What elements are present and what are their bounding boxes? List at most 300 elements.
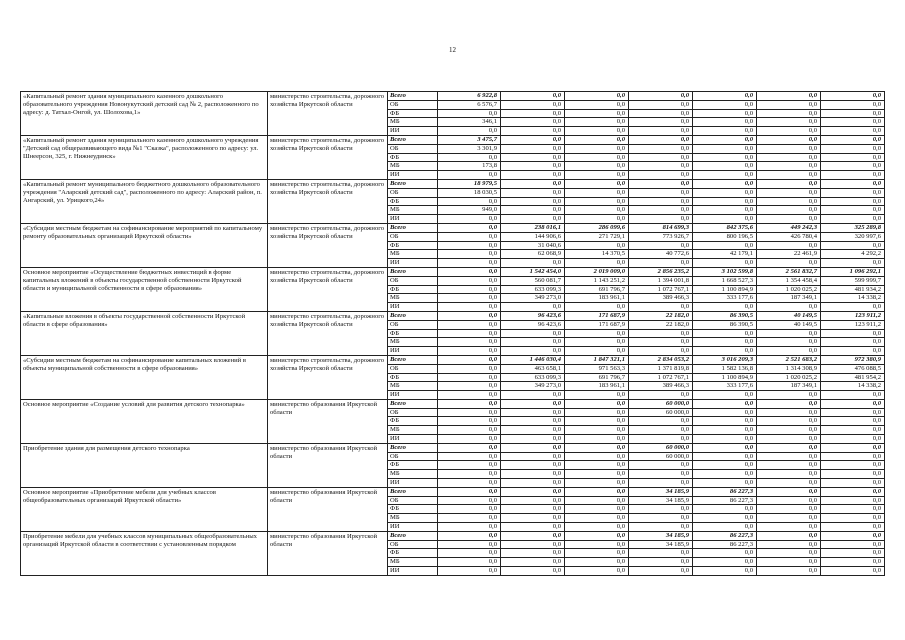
- amount-cell: 0,0: [501, 435, 565, 444]
- program-name: «Субсидии местным бюджетам на софинансирование мероприятий по капитальному ремонту образовательных организаций Иркутской области»: [21, 223, 268, 267]
- amount-cell: 0,0: [438, 417, 501, 426]
- amount-cell: 481 954,2: [821, 373, 885, 382]
- funding-source: МБ: [388, 558, 438, 567]
- amount-cell: 0,0: [438, 391, 501, 400]
- amount-cell: 560 081,7: [501, 276, 565, 285]
- amount-cell: 0,0: [629, 549, 693, 558]
- amount-cell: 0,0: [438, 399, 501, 408]
- amount-cell: 1 542 454,0: [501, 267, 565, 276]
- amount-cell: 0,0: [821, 399, 885, 408]
- amount-cell: 0,0: [821, 496, 885, 505]
- table-row: [21, 135, 885, 144]
- program-executor: министерство строительства, дорожного хозяйства Иркутской области: [268, 311, 388, 355]
- amount-cell: 0,0: [629, 241, 693, 250]
- amount-cell: 1 354 458,4: [757, 276, 821, 285]
- amount-cell: 0,0: [438, 320, 501, 329]
- funding-source: МБ: [388, 338, 438, 347]
- amount-cell: 4 292,2: [821, 250, 885, 259]
- amount-cell: 0,0: [565, 171, 629, 180]
- amount-cell: 1 096 292,1: [821, 267, 885, 276]
- amount-cell: 0,0: [693, 567, 757, 576]
- amount-cell: 0,0: [438, 347, 501, 356]
- amount-cell: 0,0: [629, 505, 693, 514]
- amount-cell: 6 576,7: [438, 100, 501, 109]
- amount-cell: 0,0: [693, 417, 757, 426]
- amount-cell: 0,0: [821, 197, 885, 206]
- amount-cell: 0,0: [757, 188, 821, 197]
- amount-cell: 0,0: [693, 162, 757, 171]
- amount-cell: 238 016,1: [501, 223, 565, 232]
- funding-source: Всего: [388, 443, 438, 452]
- amount-cell: 0,0: [565, 206, 629, 215]
- amount-cell: 171 687,9: [565, 311, 629, 320]
- amount-cell: 3 475,7: [438, 135, 501, 144]
- amount-cell: 0,0: [693, 135, 757, 144]
- amount-cell: 0,0: [757, 259, 821, 268]
- amount-cell: 86 390,5: [693, 320, 757, 329]
- table-row: [21, 531, 885, 540]
- amount-cell: 0,0: [501, 162, 565, 171]
- page-number: 12: [449, 46, 456, 54]
- amount-cell: 0,0: [501, 109, 565, 118]
- amount-cell: 0,0: [821, 479, 885, 488]
- amount-cell: 183 961,1: [565, 294, 629, 303]
- amount-cell: 1 020 025,2: [757, 285, 821, 294]
- amount-cell: 0,0: [821, 531, 885, 540]
- amount-cell: 0,0: [821, 514, 885, 523]
- amount-cell: 333 177,6: [693, 294, 757, 303]
- amount-cell: 0,0: [438, 558, 501, 567]
- amount-cell: 0,0: [693, 461, 757, 470]
- amount-cell: 0,0: [629, 171, 693, 180]
- amount-cell: 0,0: [438, 171, 501, 180]
- amount-cell: 0,0: [693, 241, 757, 250]
- program-executor: министерство образования Иркутской области: [268, 487, 388, 531]
- amount-cell: 0,0: [501, 329, 565, 338]
- amount-cell: 0,0: [438, 355, 501, 364]
- amount-cell: 449 242,3: [757, 223, 821, 232]
- amount-cell: 22 182,0: [629, 311, 693, 320]
- amount-cell: 0,0: [438, 153, 501, 162]
- program-name: «Капитальный ремонт муниципального бюджетного дошкольного образовательного учреждения "Аларский детский сад", расположенного по адресу: Аларский район, п. Ангарский, ул. Урицкого,24»: [21, 179, 268, 223]
- amount-cell: 22 461,9: [757, 250, 821, 259]
- amount-cell: 0,0: [438, 197, 501, 206]
- funding-source: МБ: [388, 162, 438, 171]
- amount-cell: 0,0: [438, 267, 501, 276]
- amount-cell: 0,0: [629, 144, 693, 153]
- amount-cell: 0,0: [565, 135, 629, 144]
- amount-cell: 1 371 819,8: [629, 364, 693, 373]
- amount-cell: 34 185,9: [629, 531, 693, 540]
- amount-cell: 320 997,6: [821, 232, 885, 241]
- amount-cell: 599 999,7: [821, 276, 885, 285]
- amount-cell: 0,0: [821, 540, 885, 549]
- amount-cell: 0,0: [821, 303, 885, 312]
- amount-cell: 0,0: [438, 338, 501, 347]
- amount-cell: 0,0: [501, 452, 565, 461]
- funding-source: ИИ: [388, 523, 438, 532]
- amount-cell: 0,0: [757, 531, 821, 540]
- table-row: [21, 92, 885, 101]
- program-name: Основное мероприятие «Приобретение мебели для учебных классов общеобразовательных организаций Иркутской области»: [21, 487, 268, 531]
- funding-source: Всего: [388, 267, 438, 276]
- amount-cell: 0,0: [501, 92, 565, 101]
- funding-source: МБ: [388, 426, 438, 435]
- amount-cell: 0,0: [757, 135, 821, 144]
- amount-cell: 0,0: [757, 347, 821, 356]
- amount-cell: 0,0: [565, 118, 629, 127]
- amount-cell: 0,0: [629, 92, 693, 101]
- amount-cell: 0,0: [821, 461, 885, 470]
- program-name: «Субсидии местным бюджетам на софинансирование капитальных вложений в объекты муниципальной собственности в сфере образования»: [21, 355, 268, 399]
- funding-source: МБ: [388, 294, 438, 303]
- amount-cell: 0,0: [501, 523, 565, 532]
- amount-cell: 0,0: [501, 391, 565, 400]
- amount-cell: 0,0: [501, 144, 565, 153]
- amount-cell: 0,0: [565, 531, 629, 540]
- amount-cell: 0,0: [757, 408, 821, 417]
- amount-cell: 0,0: [438, 276, 501, 285]
- amount-cell: 1 668 527,3: [693, 276, 757, 285]
- amount-cell: 0,0: [501, 505, 565, 514]
- funding-source: ОБ: [388, 144, 438, 153]
- amount-cell: 0,0: [757, 171, 821, 180]
- amount-cell: 842 375,6: [693, 223, 757, 232]
- amount-cell: 0,0: [757, 514, 821, 523]
- amount-cell: 0,0: [821, 487, 885, 496]
- amount-cell: 463 658,1: [501, 364, 565, 373]
- amount-cell: 0,0: [693, 329, 757, 338]
- amount-cell: 0,0: [821, 144, 885, 153]
- amount-cell: 1 072 767,1: [629, 285, 693, 294]
- amount-cell: 949,0: [438, 206, 501, 215]
- funding-source: ФБ: [388, 153, 438, 162]
- amount-cell: 0,0: [821, 549, 885, 558]
- amount-cell: 0,0: [438, 285, 501, 294]
- amount-cell: 2 019 009,0: [565, 267, 629, 276]
- amount-cell: 0,0: [501, 496, 565, 505]
- amount-cell: 0,0: [565, 470, 629, 479]
- amount-cell: 96 423,6: [501, 311, 565, 320]
- amount-cell: 1 446 030,4: [501, 355, 565, 364]
- amount-cell: 0,0: [501, 197, 565, 206]
- table-row: [21, 487, 885, 496]
- amount-cell: 0,0: [501, 487, 565, 496]
- amount-cell: 0,0: [629, 514, 693, 523]
- amount-cell: 0,0: [821, 135, 885, 144]
- amount-cell: 0,0: [821, 259, 885, 268]
- amount-cell: 0,0: [821, 127, 885, 136]
- amount-cell: 349 273,0: [501, 294, 565, 303]
- funding-source: МБ: [388, 250, 438, 259]
- amount-cell: 0,0: [693, 479, 757, 488]
- amount-cell: 0,0: [629, 259, 693, 268]
- amount-cell: 0,0: [565, 549, 629, 558]
- amount-cell: 0,0: [821, 162, 885, 171]
- funding-source: ИИ: [388, 171, 438, 180]
- amount-cell: 22 182,0: [629, 320, 693, 329]
- amount-cell: 0,0: [565, 461, 629, 470]
- amount-cell: 0,0: [565, 144, 629, 153]
- amount-cell: 0,0: [565, 540, 629, 549]
- amount-cell: 0,0: [438, 540, 501, 549]
- amount-cell: 0,0: [629, 153, 693, 162]
- amount-cell: 0,0: [501, 118, 565, 127]
- amount-cell: 0,0: [501, 479, 565, 488]
- amount-cell: 0,0: [821, 153, 885, 162]
- amount-cell: 0,0: [501, 443, 565, 452]
- table-row: [21, 399, 885, 408]
- amount-cell: 0,0: [501, 417, 565, 426]
- amount-cell: 0,0: [501, 338, 565, 347]
- funding-source: ИИ: [388, 259, 438, 268]
- amount-cell: 333 177,6: [693, 382, 757, 391]
- funding-source: МБ: [388, 470, 438, 479]
- amount-cell: 0,0: [821, 179, 885, 188]
- funding-source: ОБ: [388, 408, 438, 417]
- amount-cell: 0,0: [565, 127, 629, 136]
- amount-cell: 814 699,3: [629, 223, 693, 232]
- funding-source: Всего: [388, 311, 438, 320]
- funding-source: МБ: [388, 382, 438, 391]
- amount-cell: 0,0: [501, 408, 565, 417]
- amount-cell: 0,0: [693, 443, 757, 452]
- amount-cell: 0,0: [438, 470, 501, 479]
- amount-cell: 0,0: [757, 496, 821, 505]
- amount-cell: 0,0: [438, 303, 501, 312]
- amount-cell: 0,0: [629, 127, 693, 136]
- amount-cell: 0,0: [821, 443, 885, 452]
- amount-cell: 0,0: [757, 197, 821, 206]
- amount-cell: 325 289,8: [821, 223, 885, 232]
- funding-source: Всего: [388, 487, 438, 496]
- table-row: [21, 355, 885, 364]
- amount-cell: 6 922,8: [438, 92, 501, 101]
- budget-table: [20, 91, 885, 576]
- amount-cell: 349 273,0: [501, 382, 565, 391]
- amount-cell: 0,0: [693, 188, 757, 197]
- funding-source: МБ: [388, 514, 438, 523]
- amount-cell: 0,0: [438, 232, 501, 241]
- amount-cell: 0,0: [757, 179, 821, 188]
- amount-cell: 0,0: [565, 338, 629, 347]
- amount-cell: 2 521 683,2: [757, 355, 821, 364]
- amount-cell: 633 099,3: [501, 285, 565, 294]
- amount-cell: 0,0: [501, 100, 565, 109]
- amount-cell: 1 020 025,2: [757, 373, 821, 382]
- amount-cell: 389 466,3: [629, 294, 693, 303]
- amount-cell: 476 088,5: [821, 364, 885, 373]
- amount-cell: 0,0: [757, 443, 821, 452]
- amount-cell: 426 780,4: [757, 232, 821, 241]
- amount-cell: 0,0: [501, 558, 565, 567]
- amount-cell: 60 000,0: [629, 452, 693, 461]
- amount-cell: 0,0: [438, 435, 501, 444]
- amount-cell: 0,0: [821, 452, 885, 461]
- amount-cell: 0,0: [438, 364, 501, 373]
- amount-cell: 0,0: [757, 558, 821, 567]
- table-row: [21, 179, 885, 188]
- program-executor: министерство образования Иркутской области: [268, 399, 388, 443]
- amount-cell: 0,0: [757, 487, 821, 496]
- amount-cell: 0,0: [693, 92, 757, 101]
- amount-cell: 0,0: [565, 496, 629, 505]
- funding-source: ИИ: [388, 303, 438, 312]
- funding-source: ОБ: [388, 232, 438, 241]
- amount-cell: 0,0: [565, 153, 629, 162]
- funding-source: ОБ: [388, 496, 438, 505]
- amount-cell: 0,0: [629, 391, 693, 400]
- amount-cell: 0,0: [438, 479, 501, 488]
- amount-cell: 0,0: [629, 329, 693, 338]
- amount-cell: 0,0: [565, 347, 629, 356]
- amount-cell: 0,0: [438, 109, 501, 118]
- amount-cell: 0,0: [693, 549, 757, 558]
- amount-cell: 187 349,1: [757, 294, 821, 303]
- amount-cell: 0,0: [501, 206, 565, 215]
- amount-cell: 0,0: [565, 391, 629, 400]
- amount-cell: 0,0: [757, 505, 821, 514]
- funding-source: ОБ: [388, 100, 438, 109]
- amount-cell: 0,0: [757, 162, 821, 171]
- program-executor: министерство строительства, дорожного хозяйства Иркутской области: [268, 355, 388, 399]
- funding-source: ФБ: [388, 197, 438, 206]
- funding-source: ИИ: [388, 127, 438, 136]
- amount-cell: 0,0: [565, 259, 629, 268]
- amount-cell: 0,0: [693, 153, 757, 162]
- amount-cell: 0,0: [438, 549, 501, 558]
- amount-cell: 0,0: [757, 426, 821, 435]
- amount-cell: 0,0: [501, 127, 565, 136]
- amount-cell: 18 979,5: [438, 179, 501, 188]
- amount-cell: 0,0: [629, 435, 693, 444]
- amount-cell: 346,1: [438, 118, 501, 127]
- amount-cell: 18 030,5: [438, 188, 501, 197]
- amount-cell: 42 179,1: [693, 250, 757, 259]
- amount-cell: 0,0: [757, 303, 821, 312]
- amount-cell: 0,0: [438, 567, 501, 576]
- amount-cell: 0,0: [565, 408, 629, 417]
- amount-cell: 3 016 209,3: [693, 355, 757, 364]
- program-name: Основное мероприятие «Создание условий для развития детского технопарка»: [21, 399, 268, 443]
- amount-cell: 0,0: [629, 118, 693, 127]
- amount-cell: 2 856 235,2: [629, 267, 693, 276]
- funding-source: ИИ: [388, 435, 438, 444]
- funding-source: ФБ: [388, 373, 438, 382]
- amount-cell: 0,0: [501, 153, 565, 162]
- amount-cell: 0,0: [438, 259, 501, 268]
- amount-cell: 0,0: [438, 443, 501, 452]
- amount-cell: 0,0: [565, 188, 629, 197]
- funding-source: МБ: [388, 118, 438, 127]
- amount-cell: 0,0: [757, 127, 821, 136]
- amount-cell: 0,0: [438, 311, 501, 320]
- amount-cell: 0,0: [565, 443, 629, 452]
- funding-source: ФБ: [388, 549, 438, 558]
- amount-cell: 0,0: [565, 426, 629, 435]
- amount-cell: 0,0: [821, 109, 885, 118]
- amount-cell: 0,0: [757, 567, 821, 576]
- amount-cell: 0,0: [438, 223, 501, 232]
- amount-cell: 0,0: [501, 259, 565, 268]
- amount-cell: 0,0: [693, 391, 757, 400]
- amount-cell: 34 185,9: [629, 496, 693, 505]
- funding-source: ФБ: [388, 461, 438, 470]
- amount-cell: 0,0: [501, 135, 565, 144]
- amount-cell: 86 227,3: [693, 531, 757, 540]
- amount-cell: 0,0: [693, 109, 757, 118]
- amount-cell: 0,0: [693, 426, 757, 435]
- amount-cell: 0,0: [438, 531, 501, 540]
- program-name: «Капитальные вложения в объекты государственной собственности Иркутской области в сфере образования»: [21, 311, 268, 355]
- amount-cell: 0,0: [501, 215, 565, 224]
- amount-cell: 0,0: [565, 487, 629, 496]
- amount-cell: 0,0: [757, 338, 821, 347]
- amount-cell: 34 185,9: [629, 540, 693, 549]
- amount-cell: 60 000,0: [629, 399, 693, 408]
- amount-cell: 0,0: [757, 329, 821, 338]
- amount-cell: 0,0: [501, 461, 565, 470]
- amount-cell: 0,0: [565, 215, 629, 224]
- funding-source: ИИ: [388, 479, 438, 488]
- amount-cell: 0,0: [821, 426, 885, 435]
- amount-cell: 0,0: [438, 127, 501, 136]
- amount-cell: 972 380,9: [821, 355, 885, 364]
- funding-source: Всего: [388, 355, 438, 364]
- amount-cell: 171 687,9: [565, 320, 629, 329]
- amount-cell: 0,0: [693, 505, 757, 514]
- amount-cell: 0,0: [693, 338, 757, 347]
- amount-cell: 691 796,7: [565, 373, 629, 382]
- amount-cell: 0,0: [438, 487, 501, 496]
- amount-cell: 0,0: [821, 329, 885, 338]
- amount-cell: 0,0: [565, 197, 629, 206]
- program-executor: министерство образования Иркутской области: [268, 443, 388, 487]
- amount-cell: 0,0: [693, 171, 757, 180]
- amount-cell: 0,0: [629, 109, 693, 118]
- amount-cell: 0,0: [757, 540, 821, 549]
- amount-cell: 0,0: [565, 109, 629, 118]
- amount-cell: 0,0: [629, 558, 693, 567]
- amount-cell: 3 301,9: [438, 144, 501, 153]
- program-executor: министерство строительства, дорожного хозяйства Иркутской области: [268, 179, 388, 223]
- amount-cell: 0,0: [821, 567, 885, 576]
- amount-cell: 0,0: [757, 100, 821, 109]
- amount-cell: 0,0: [693, 144, 757, 153]
- amount-cell: 0,0: [501, 347, 565, 356]
- funding-source: ИИ: [388, 215, 438, 224]
- amount-cell: 0,0: [821, 100, 885, 109]
- amount-cell: 271 729,1: [565, 232, 629, 241]
- amount-cell: 0,0: [629, 188, 693, 197]
- amount-cell: 0,0: [693, 399, 757, 408]
- amount-cell: 62 068,9: [501, 250, 565, 259]
- amount-cell: 0,0: [501, 470, 565, 479]
- amount-cell: 14 338,2: [821, 382, 885, 391]
- amount-cell: 773 926,7: [629, 232, 693, 241]
- amount-cell: 0,0: [438, 373, 501, 382]
- amount-cell: 0,0: [757, 523, 821, 532]
- amount-cell: 40 149,5: [757, 311, 821, 320]
- amount-cell: 0,0: [501, 531, 565, 540]
- amount-cell: 0,0: [565, 92, 629, 101]
- funding-source: Всего: [388, 179, 438, 188]
- amount-cell: 0,0: [629, 206, 693, 215]
- amount-cell: 0,0: [438, 514, 501, 523]
- amount-cell: 0,0: [757, 452, 821, 461]
- amount-cell: 0,0: [693, 179, 757, 188]
- amount-cell: 0,0: [821, 92, 885, 101]
